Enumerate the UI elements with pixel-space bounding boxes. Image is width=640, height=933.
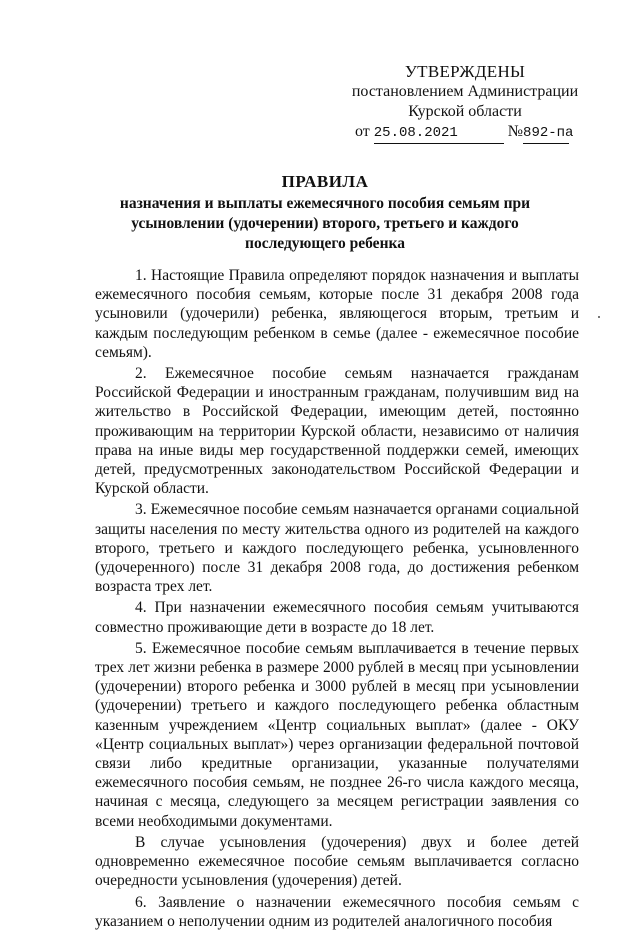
paragraph-6: 6. Заявление о назначении ежемесячного пособия семьям с указанием о неполучении одним из родителей аналогичного пособия: [95, 893, 579, 930]
approval-date-row: [345, 122, 585, 144]
document-title: [80, 172, 570, 254]
paragraph-3: 3. Ежемесячное пособие семьям назначается органами социальной защиты населения по месту жительства одного из родителей на каждого второго, третьего и каждого последующего ребенка, усыновленного (удочеренного) после 31 декабря 2008 года, до достижения ребенком возраста трех лет.: [95, 501, 579, 596]
approval-stamp: [345, 62, 585, 144]
date-prefix: от: [355, 123, 370, 140]
paragraph-2: 2. Ежемесячное пособие семьям назначается гражданам Российской Федерации и иностранным гражданам, получившим вид на жительство в Российской Федерации, имеющим детей, постоянно проживающим на территории Курской области, независимо от наличия права на иные виды мер государственной поддержки семей, имеющих детей, предусмотренных законодательством Российской Федерации и Курской области.: [95, 365, 579, 498]
paragraph-5: 5. Ежемесячное пособие семьям выплачивается в течение первых трех лет жизни ребенка в размере 2000 рублей в месяц при усыновлении (удочерении) второго ребенка и 3000 рублей в месяц при усыновлении (удочерении) третьего и каждого последующего ребенка областным казенным учреждением «Центр социальных выплат» (далее - ОКУ «Центр социальных выплат») через организации федеральной почтовой связи либо кредитные организации, указанные получателями ежемесячного пособия семьям, не позднее 26-го числа каждого месяца, начиная с месяца, следующего за месяцем регистрации заявления со всеми необходимыми документами.: [95, 639, 579, 830]
title-main: ПРАВИЛА: [281, 172, 369, 191]
title-subtitle: назначения и выплаты ежемесячного пособия семьям при усыновлении (удочерении) второго, третьего и каждого последующего ребенка: [119, 195, 531, 252]
approval-heading: УТВЕРЖДЕНЫ: [404, 62, 526, 81]
approval-line-1: постановлением Администрации: [351, 83, 579, 100]
paragraph-4: 4. При назначении ежемесячного пособия семьям учитываются совместно проживающие дети в возрасте до 18 лет.: [95, 599, 579, 636]
paragraph-1: 1. Настоящие Правила определяют порядок назначения и выплаты ежемесячного пособия семьям, которые после 31 декабря 2008 года усыновили (удочерили) ребенка, являющегося вторым, третьим и каждым последующим ребенком в семье (далее - ежемесячное пособие семьям).: [95, 267, 579, 361]
approval-date: 25.08.2021: [374, 123, 504, 144]
approval-line-2: Курской области: [408, 103, 522, 120]
scan-speck: [598, 316, 600, 318]
approval-number: 892-па: [523, 123, 569, 144]
paragraph-5-note: В случае усыновления (удочерения) двух и более детей одновременно ежемесячное пособие семьям выплачивается согласно очередности усыновления (удочерения) детей.: [95, 833, 579, 890]
document-body: [95, 266, 579, 933]
number-prefix: №: [507, 123, 524, 140]
